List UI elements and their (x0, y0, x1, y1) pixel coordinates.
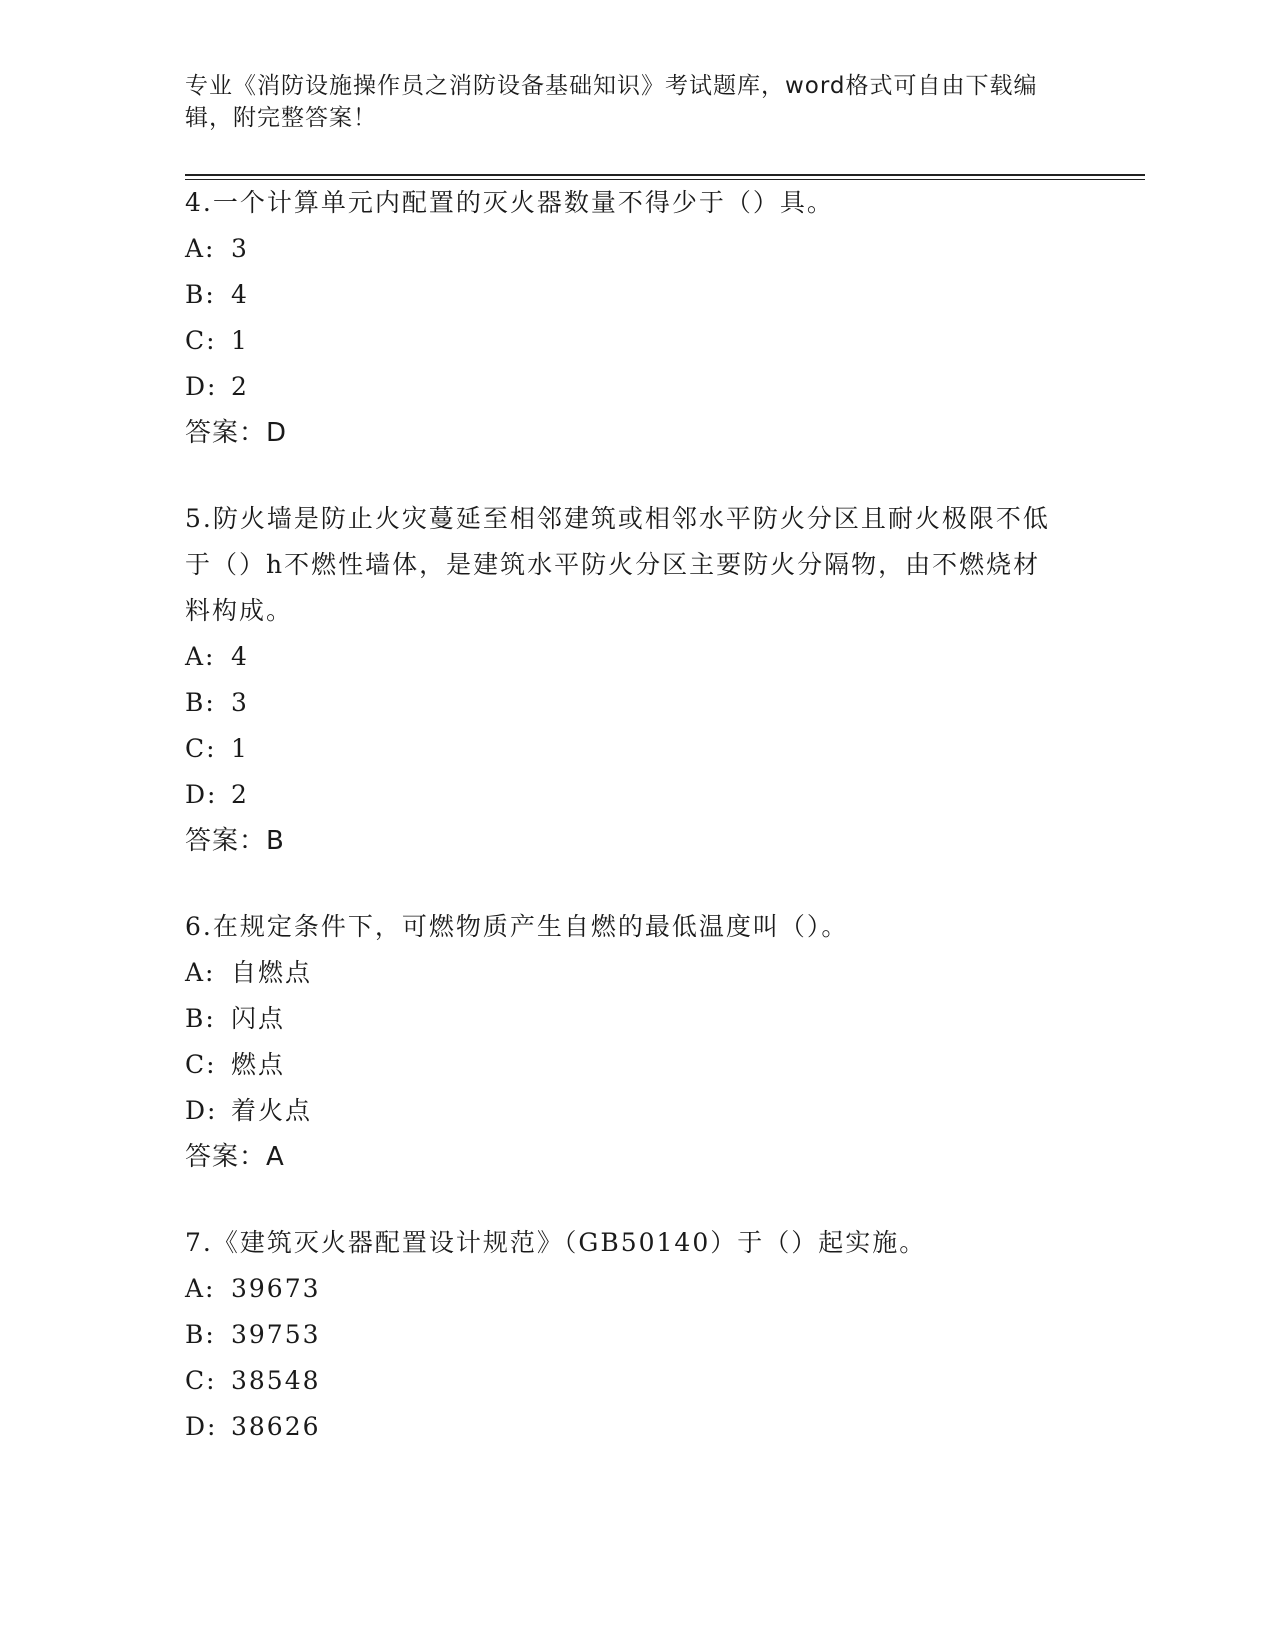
option-row (185, 272, 1145, 318)
option-key: A: (185, 234, 216, 263)
header-note: 专业《消防设施操作员之消防设备基础知识》考试题库，word格式可自由下载编辑，附完整答案！ (185, 73, 1038, 131)
option-row (185, 950, 1145, 996)
option-key: A: (185, 958, 216, 987)
option-text: 自燃点 (231, 958, 313, 987)
option-key: A: (185, 1274, 216, 1303)
option-row (185, 364, 1145, 410)
option-text: 38626 (231, 1412, 321, 1441)
option-text: 燃点 (231, 1050, 286, 1079)
option-row (185, 996, 1145, 1042)
question-stem: 5.防火墙是防止火灾蔓延至相邻建筑或相邻水平防火分区且耐火极限不低于（）h不燃性墙体，是建筑水平防火分区主要防火分隔物，由不燃烧材料构成。 (185, 504, 1050, 625)
option-text: 3 (231, 688, 249, 717)
option-key: C: (185, 1366, 217, 1395)
option-key: B: (185, 688, 216, 717)
option-row (185, 1088, 1145, 1134)
option-text: 3 (231, 234, 249, 263)
answer-line: 答案：A (185, 1142, 285, 1172)
option-text: 着火点 (231, 1096, 313, 1125)
answer-line: 答案：D (185, 418, 288, 448)
option-text: 2 (231, 780, 249, 809)
option-key: B: (185, 1004, 216, 1033)
option-key: B: (185, 280, 216, 309)
option-text: 39673 (231, 1274, 321, 1303)
option-key: D: (185, 1412, 218, 1441)
question-stem: 4.一个计算单元内配置的灭火器数量不得少于（）具。 (185, 188, 834, 217)
question-block (185, 496, 1145, 864)
option-text: 闪点 (231, 1004, 286, 1033)
option-text: 4 (231, 642, 249, 671)
question-block (185, 180, 1145, 456)
option-key: C: (185, 1050, 217, 1079)
option-key: A: (185, 642, 216, 671)
answer-line: 答案：B (185, 826, 285, 856)
question-stem: 7.《建筑灭火器配置设计规范》（GB50140）于（）起实施。 (185, 1228, 927, 1257)
option-text: 2 (231, 372, 249, 401)
option-key: B: (185, 1320, 216, 1349)
option-row (185, 634, 1145, 680)
option-key: C: (185, 326, 217, 355)
option-key: C: (185, 734, 217, 763)
question-block (185, 1220, 1145, 1450)
question-block (185, 904, 1145, 1180)
option-row (185, 680, 1145, 726)
option-key: D: (185, 372, 218, 401)
option-text: 4 (231, 280, 249, 309)
option-row (185, 1358, 1145, 1404)
option-row (185, 726, 1145, 772)
option-text: 1 (231, 734, 249, 763)
question-list (185, 180, 1145, 1450)
option-text: 39753 (231, 1320, 321, 1349)
question-stem: 6.在规定条件下，可燃物质产生自燃的最低温度叫（）。 (185, 912, 849, 941)
option-key: D: (185, 1096, 218, 1125)
option-row (185, 772, 1145, 818)
option-text: 38548 (231, 1366, 321, 1395)
option-key: D: (185, 780, 218, 809)
option-row (185, 1404, 1145, 1450)
option-row (185, 226, 1145, 272)
option-text: 1 (231, 326, 249, 355)
option-row (185, 1266, 1145, 1312)
header-divider (185, 174, 1145, 176)
option-row (185, 1312, 1145, 1358)
document-page (185, 70, 1145, 1490)
option-row (185, 318, 1145, 364)
option-row (185, 1042, 1145, 1088)
